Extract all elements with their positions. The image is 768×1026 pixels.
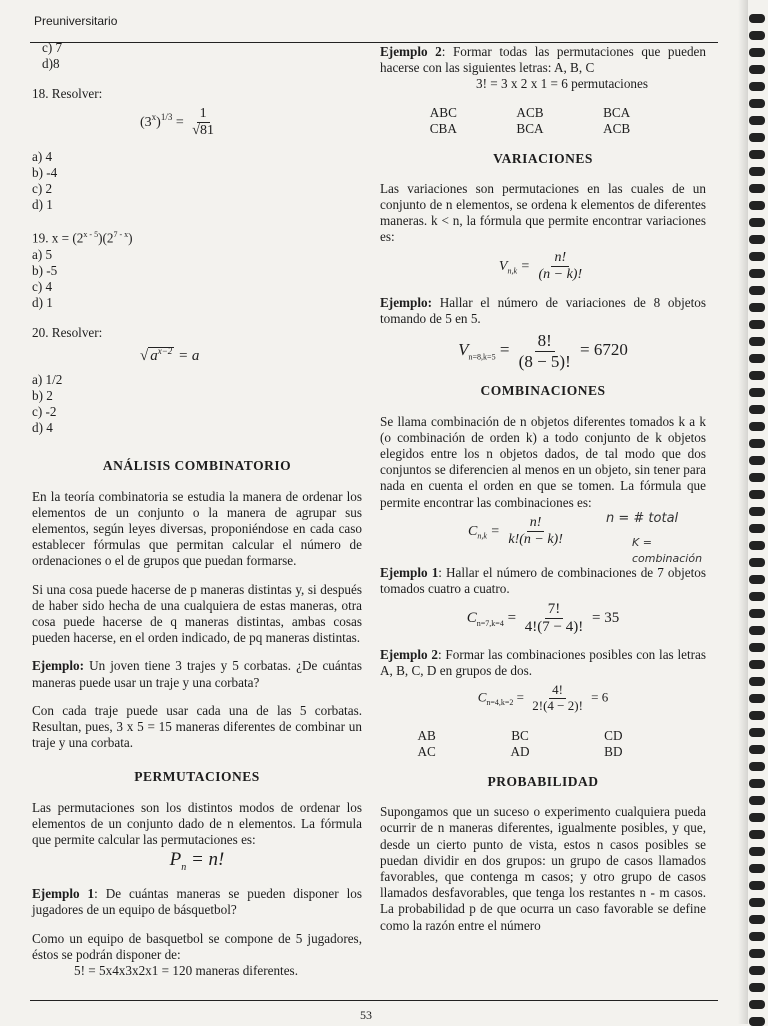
q19-text: 19. x = (2 [32, 230, 84, 246]
option: b) -4 [32, 165, 58, 181]
formula-sub: n [181, 862, 187, 874]
example-text: : Formar las combinaciones posibles con las letras A, B, C, D en grupos de dos. [380, 646, 706, 678]
spiral-coil [749, 881, 765, 890]
spiral-coil [749, 932, 765, 941]
list-item: ABC [429, 104, 457, 120]
example-text: : Hallar el número de combinaciones de 7 objetos tomados cuatro a cuatro. [380, 564, 706, 596]
spiral-coil [749, 116, 765, 125]
question-20-equation: √ $a^{x-2} = a$ [140, 346, 200, 365]
q18-exp-inner: x [151, 112, 157, 123]
fraction-num: 8! [535, 331, 555, 352]
option: a) 1/2 [32, 372, 63, 388]
example-text: Hallar el número de variaciones de 8 objetos tomando de 5 en 5. [380, 294, 706, 327]
section-title-combinaciones: COMBINACIONES [480, 383, 606, 399]
spiral-coil [749, 422, 765, 431]
spiral-coil [749, 830, 765, 839]
formula-fraction [522, 601, 586, 637]
spiral-coil [749, 82, 765, 91]
q20-exp: x−2 [157, 346, 173, 357]
permutations-list [400, 105, 660, 137]
spiral-coil [749, 949, 765, 958]
formula-rhs: = n! [190, 849, 225, 871]
spiral-coil [749, 898, 765, 907]
q18-exp-outer: 1/3 [160, 112, 173, 123]
section-title-variaciones: VARIACIONES [493, 150, 593, 166]
q18-rhs-num: 1 [197, 106, 210, 123]
list-item: AD [510, 743, 530, 759]
formula-result: = 35 [592, 610, 620, 627]
spiral-coil [749, 167, 765, 176]
question-20-label: 20. Resolver: [32, 324, 103, 340]
fraction-num: 4! [549, 683, 566, 699]
paragraph: En la teoría combinatoria se estudia la manera de ordenar los elementos de un conjunto o la manera de agrupar sus elementos, según leyes diversas, proponiéndose en cada caso establecer fórmulas que permitan calcular el número de ordenaciones o el de grupos que puedan formarse. [32, 488, 362, 569]
example-label: Ejemplo: [380, 294, 433, 310]
spiral-coil [749, 286, 765, 295]
spiral-coil [749, 677, 765, 686]
example-label: Ejemplo 2 [380, 44, 442, 59]
question-19-label [32, 227, 362, 247]
option: d) 4 [32, 420, 53, 436]
fraction-den: k!(n − k)! [508, 531, 563, 547]
spiral-coil [749, 609, 765, 618]
example-paragraph [380, 647, 706, 679]
spiral-binding [746, 0, 768, 1024]
spiral-coil [749, 133, 765, 142]
spiral-coil [749, 966, 765, 975]
combination-formula: $C_{n,k}$ = $\frac{n!}{k!(n - k)!}$ [468, 515, 568, 548]
option: b) 2 [32, 388, 53, 404]
example-paragraph [380, 565, 706, 597]
formula-sub: n=7,k=4 [476, 619, 504, 629]
pairs-list [380, 728, 660, 760]
paragraph: Si una cosa puede hacerse de p maneras distintas y, si después de haber sido hecha de una cualquiera de estas maneras, otra cosa puede hacerse de q maneras distintas, ambas cosas pueden hacerse, en el orden indicado, de pq maneras distintas. [32, 581, 362, 646]
spiral-coil [749, 779, 765, 788]
variation-example-formula: $V_{n=8,k=5}$ = $\frac{8!}{(8 - 5)!}$ = 6720 [458, 331, 628, 371]
spiral-coil [749, 813, 765, 822]
example-paragraph [380, 295, 706, 327]
option: c) 2 [32, 181, 53, 197]
list-item: AB [417, 727, 436, 743]
spiral-coil [749, 99, 765, 108]
option: c) -2 [32, 404, 57, 420]
paragraph: Las variaciones son permutaciones en las cuales de un conjunto de n elementos, se ordena k elementos de diferentes maneras. k < n, la fórmula que permite encontrar variaciones es: [380, 180, 706, 245]
spiral-coil [749, 320, 765, 329]
paragraph: Se llama combinación de n objetos diferentes tomados k a k (o combinación de orden k) a todo conjunto de k objetos elegidos entre los n objetos dados, de tal modo que dos conjuntos se diferencien al menos en un objeto, sin tener para nada en cuenta el orden en que se tomen. La fórmula que permite encontrar las combinaciones es: [380, 413, 706, 510]
example-text: : De cuántas maneras se pueden disponer los jugadores de un equipo de básquetbol? [32, 886, 362, 918]
formula-fraction [529, 683, 586, 714]
formula-sub: n,k [477, 531, 487, 541]
fraction-den: (8 − 5)! [518, 351, 571, 371]
spiral-coil [749, 388, 765, 397]
spiral-coil [749, 575, 765, 584]
formula-fraction [516, 331, 574, 371]
spiral-coil [749, 218, 765, 227]
example-text: Un joven tiene 3 trajes y 5 corbatas. ¿De cuántas maneras puede usar un traje y una corbata? [32, 658, 362, 690]
page-number: 53 [360, 1008, 372, 1022]
spiral-coil [749, 456, 765, 465]
q20-radicand: a [150, 348, 158, 365]
example-paragraph [32, 658, 362, 690]
example-label: Ejemplo 1 [380, 564, 439, 580]
q18-rhs-den: √81 [192, 123, 214, 139]
spiral-coil [749, 473, 765, 482]
spiral-coil [749, 14, 765, 23]
calculation: 3! = 3 x 2 x 1 = 6 permutaciones [476, 76, 648, 92]
spiral-coil [749, 1000, 765, 1009]
spiral-coil [749, 796, 765, 805]
paragraph: Las permutaciones son los distintos modos de ordenar los elementos de un conjunto dado de n elementos. La fórmula que permite calcular las permutaciones es: [32, 799, 362, 848]
formula-lhs: C [468, 523, 478, 539]
spiral-coil [749, 269, 765, 278]
example-text: : Formar todas las permutaciones que pueden hacerse con las siguientes letras: A, B, C [380, 44, 706, 76]
spiral-coil [749, 864, 765, 873]
combination-formula-block [380, 510, 706, 565]
spiral-coil [749, 643, 765, 652]
spiral-coil [749, 711, 765, 720]
option: a) 4 [32, 149, 53, 165]
paragraph: Con cada traje puede usar cada una de las 5 corbatas. Resultan, pues, 3 x 5 = 15 maneras diferentes de combinar un traje y una corbata. [32, 702, 362, 751]
spiral-coil [749, 252, 765, 261]
paragraph: Como un equipo de basquetbol se compone de 5 jugadores, éstos se podrán disponer de: [32, 930, 362, 962]
footer-rule [30, 1000, 718, 1001]
list-item: BD [604, 743, 623, 759]
fraction-num: n! [527, 515, 545, 532]
q18-rhs-fraction [189, 106, 217, 139]
combination-example-1: $C_{n=7,k=4}$ = $\frac{7!}{4!(7 - 4)!}$ = 35 [466, 601, 620, 636]
permutation-formula [32, 849, 362, 876]
question-18-equation: $(3^x)^{1/3}$ = $\frac{1}{√81}$ [140, 106, 362, 139]
formula-result: = 6720 [580, 340, 628, 360]
list-item: ACB [603, 120, 631, 136]
spiral-coil [749, 524, 765, 533]
option: d) 1 [32, 294, 53, 310]
section-title-analisis: ANÁLISIS COMBINATORIO [102, 458, 292, 474]
option: a) 5 [32, 246, 53, 262]
list-item: BCA [603, 104, 631, 120]
spiral-coil [749, 745, 765, 754]
option: c) 7 [42, 40, 63, 55]
spiral-coil [749, 303, 765, 312]
combination-example-2: $C_{n=4,k=2}$ = $\frac{4!}{2!(4 - 2)!}$ = 6 [477, 682, 609, 713]
section-title-permutaciones: PERMUTACIONES [134, 769, 260, 785]
spiral-coil [749, 31, 765, 40]
spiral-coil [749, 592, 765, 601]
spiral-coil [749, 507, 765, 516]
spiral-coil [749, 1017, 765, 1026]
variation-formula: $V_{n,k}$ = $\frac{n!}{(n - k)!}$ [380, 250, 706, 283]
list-item: ACB [516, 104, 544, 120]
left-column [32, 40, 362, 979]
q19-exp1: x - 5 [83, 230, 99, 240]
example-label: Ejemplo 2 [380, 646, 438, 662]
spiral-coil [749, 558, 765, 567]
spiral-coil [749, 660, 765, 669]
list-item: AC [417, 743, 436, 759]
fraction-den: 4!(7 − 4)! [524, 619, 584, 636]
spiral-coil [749, 762, 765, 771]
handwritten-note: n = # total [606, 510, 679, 526]
formula-lhs: P [169, 849, 182, 871]
example-paragraph [380, 44, 706, 76]
spiral-coil [749, 490, 765, 499]
spiral-coil [749, 371, 765, 380]
list-item: BC [511, 727, 529, 743]
spiral-coil [749, 354, 765, 363]
fraction-num: 7! [545, 601, 564, 619]
formula-sub: n,k [507, 266, 517, 276]
spiral-coil [749, 915, 765, 924]
formula-lhs: V [498, 258, 508, 274]
option: d)8 [42, 56, 60, 71]
handwritten-note: K = combinación [632, 535, 703, 565]
fraction-den: 2!(4 − 2)! [532, 697, 583, 713]
fraction-den: (n − k)! [538, 266, 583, 282]
q20-rhs: = a [178, 348, 200, 365]
q19-mid: )(2 [98, 230, 114, 246]
spiral-coil [749, 983, 765, 992]
formula-fraction [535, 250, 585, 283]
formula-result: = 6 [591, 689, 609, 705]
spiral-coil [749, 626, 765, 635]
list-item: CD [604, 727, 623, 743]
list-item: CBA [429, 120, 457, 136]
paragraph: Supongamos que un suceso o experimento cualquiera pueda ocurrir de n maneras diferentes, igualmente posibles, y que, desde un cierto punto de vista, estos n casos posibles se puedan dividir en dos grupos: un grupo de casos llamados favorables, que contenga m casos; y otro grupo de casos llamados desfavorables, que tenga los restantes n - m casos. La probabilidad p de que ocurra un caso favorable se define como la razón entre el número [380, 804, 706, 933]
fraction-num: n! [551, 250, 569, 267]
spiral-coil [749, 201, 765, 210]
example-label: Ejemplo: [32, 658, 85, 674]
example-paragraph [32, 886, 362, 918]
spiral-coil [749, 65, 765, 74]
spiral-coil [749, 439, 765, 448]
page-header: Preuniversitario [34, 14, 118, 28]
spiral-coil [749, 48, 765, 57]
option: c) 4 [32, 278, 53, 294]
spiral-coil [749, 405, 765, 414]
section-title-probabilidad: PROBABILIDAD [487, 773, 599, 789]
spiral-coil [749, 541, 765, 550]
option: d) 1 [32, 197, 53, 213]
q19-exp2: 7 - x [113, 230, 129, 240]
spiral-coil [749, 337, 765, 346]
example-label: Ejemplo 1 [32, 886, 95, 902]
spiral-coil [749, 150, 765, 159]
calculation: 5! = 5x4x3x2x1 = 120 maneras diferentes. [74, 963, 298, 979]
formula-fraction [505, 515, 566, 548]
option: b) -5 [32, 262, 58, 278]
spiral-coil [749, 847, 765, 856]
right-column [380, 44, 706, 934]
spiral-coil [749, 235, 765, 244]
question-18-label: 18. Resolver: [32, 86, 103, 101]
spiral-coil [749, 694, 765, 703]
spiral-coil [749, 184, 765, 193]
formula-sub: n=4,k=2 [486, 698, 514, 708]
q19-end: ) [128, 230, 133, 246]
formula-sub: n=8,k=5 [468, 352, 496, 362]
spiral-coil [749, 728, 765, 737]
q18-base: (3 [140, 115, 152, 131]
list-item: BCA [516, 120, 544, 136]
